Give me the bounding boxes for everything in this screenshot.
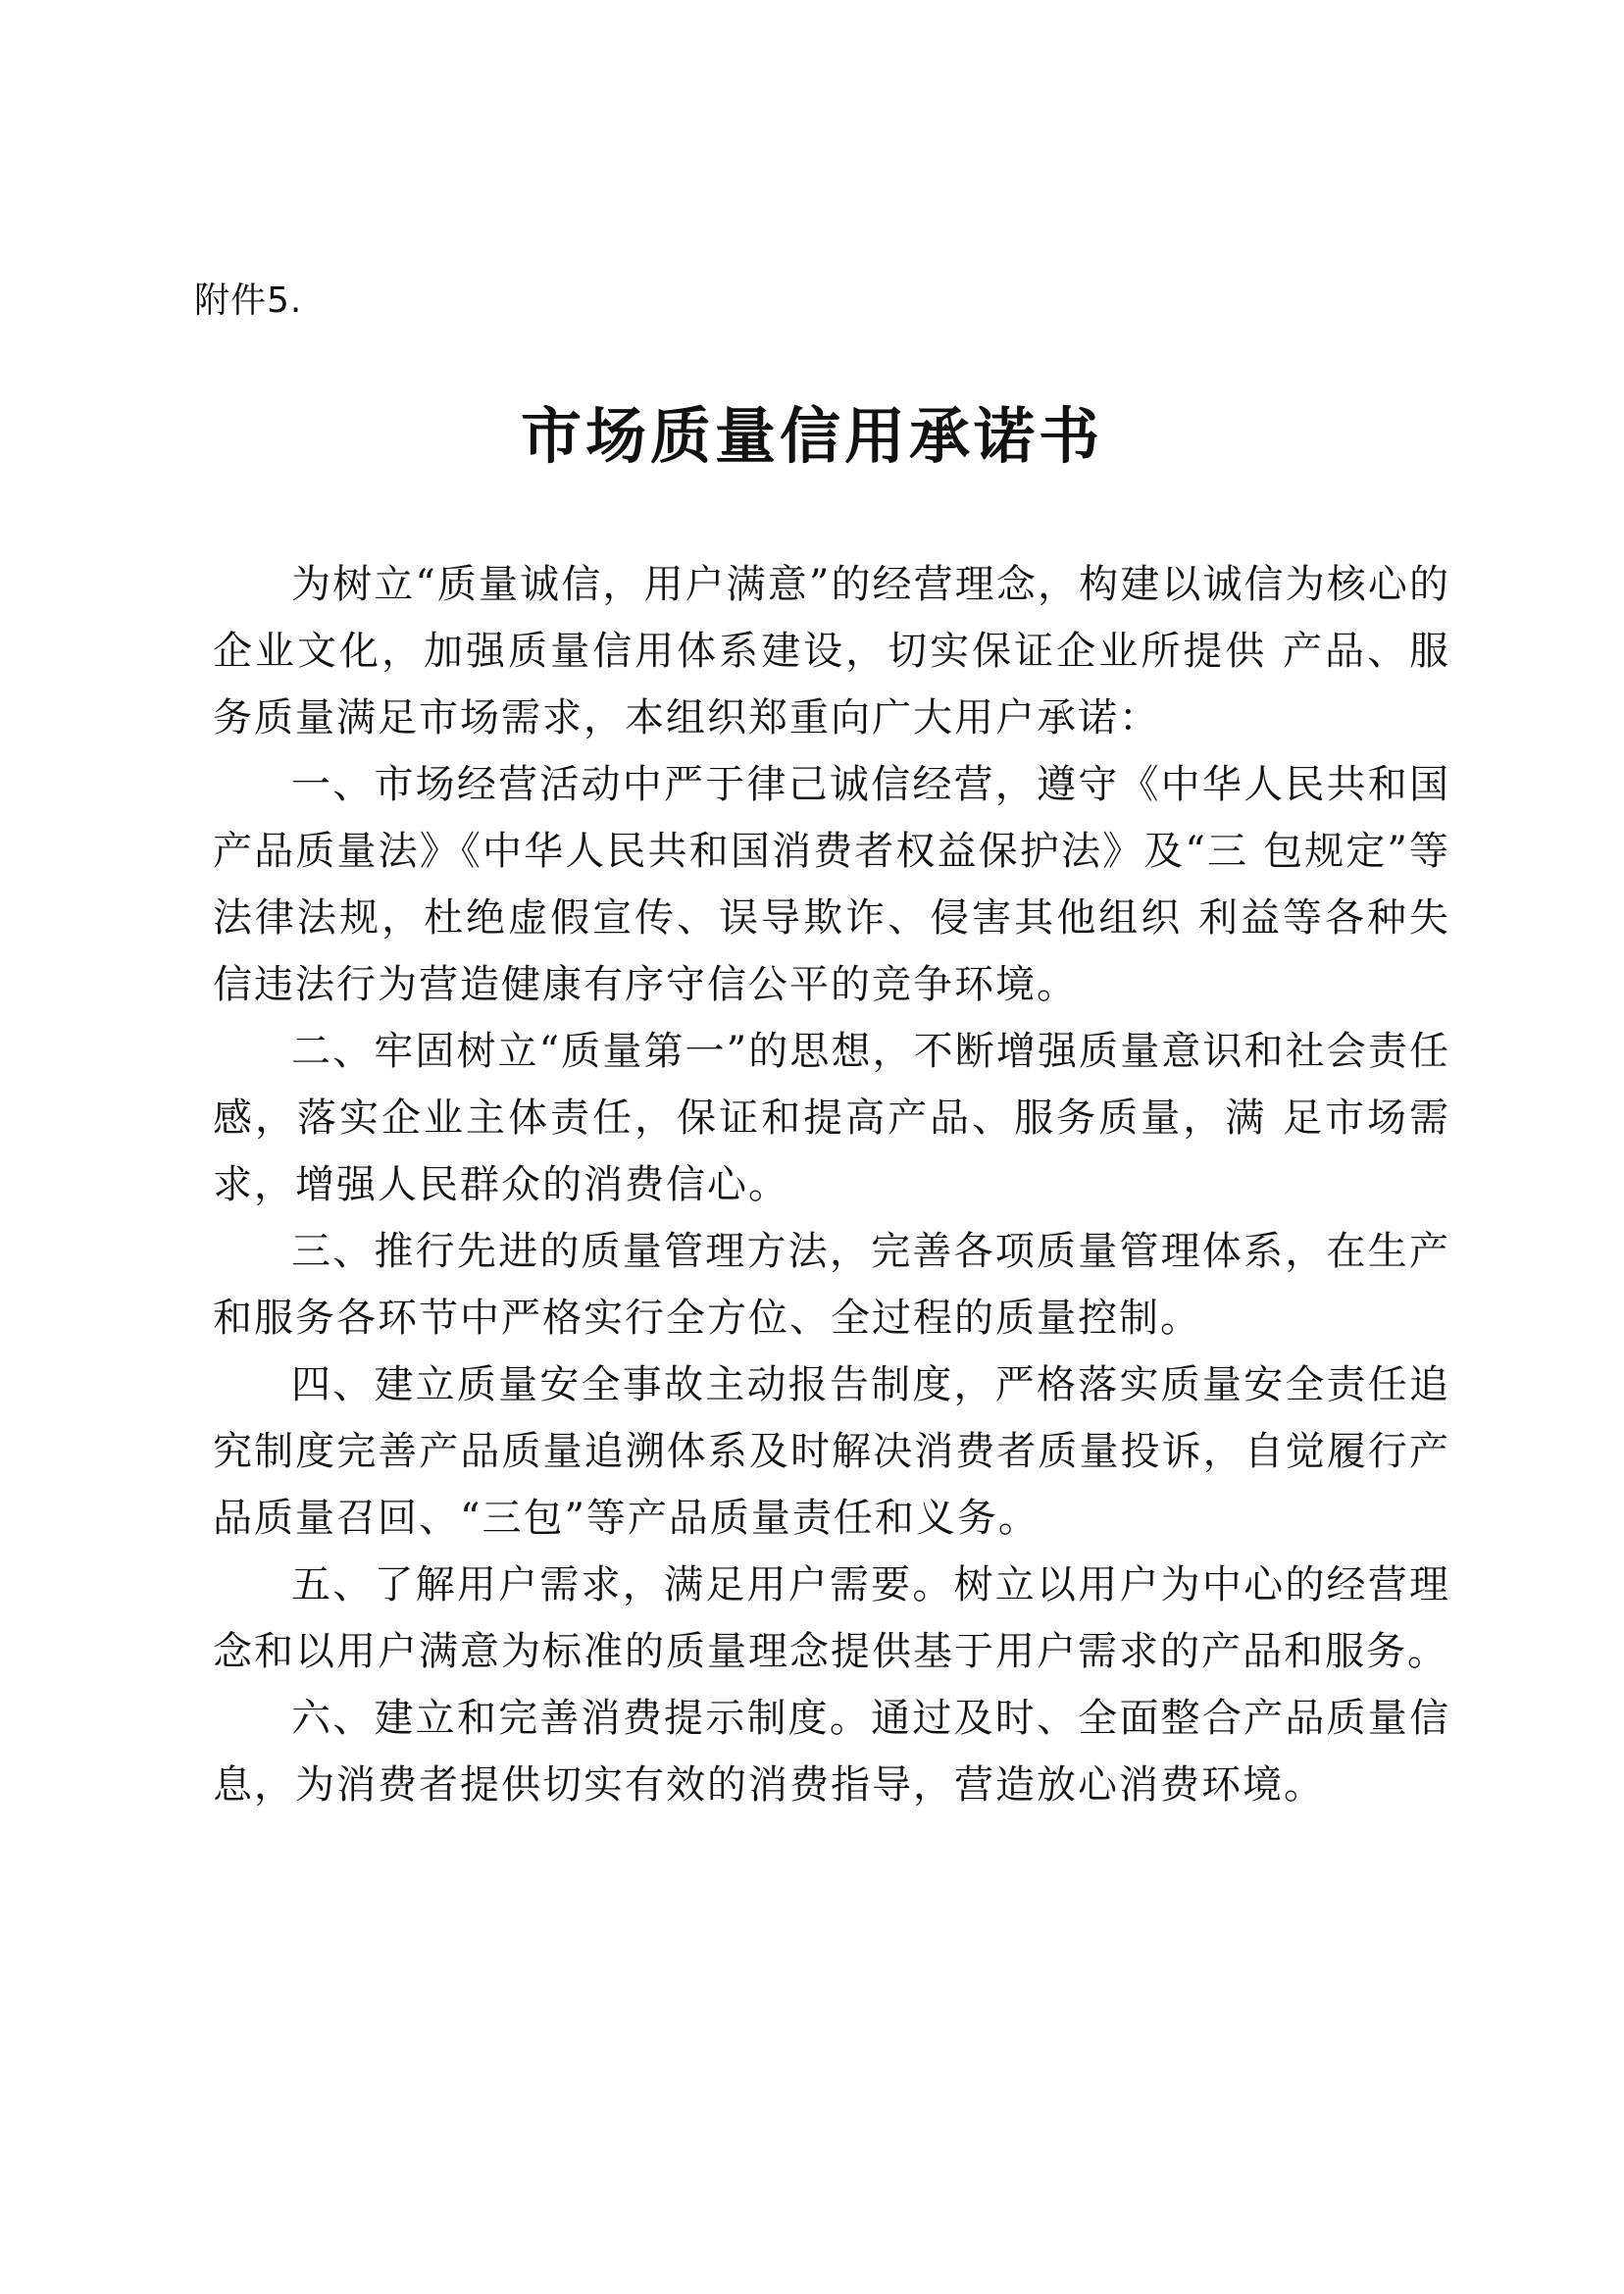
commitment-4-paragraph: 四、建立质量安全事故主动报告制度，严格落实质量安全责任追究制度完善产品质量追溯体系及时解决消费者质量投诉，自觉履行产品质量召回、“三包”等产品质量责任和义务。	[213, 1362, 1450, 1541]
commitment-1-paragraph: 一、市场经营活动中严于律己诚信经营，遵守《中华人民共和国产品质量法》《中华人民共和国消费者权益保护法》及“三 包规定”等法律法规，杜绝虚假宣传、误导欺诈、侵害其他组织 利益等各种失信违法行为营造健康有序守信公平的竞争环境。	[213, 762, 1450, 1007]
intro-paragraph: 为树立“质量诚信，用户满意”的经营理念，构建以诚信为核心的企业文化，加强质量信用体系建设，切实保证企业所提供 产品、服务质量满足市场需求，本组织郑重向广大用户承诺：	[213, 562, 1450, 740]
attachment-label: 附件5.	[194, 280, 303, 321]
document-title: 市场质量信用承诺书	[520, 400, 1103, 472]
commitment-5-paragraph: 五、了解用户需求，满足用户需要。树立以用户为中心的经营理念和以用户满意为标准的质量理念提供基于用户需求的产品和服务。	[213, 1562, 1450, 1674]
commitment-3-paragraph: 三、推行先进的质量管理方法，完善各项质量管理体系，在生产和服务各环节中严格实行全方位、全过程的质量控制。	[213, 1229, 1450, 1341]
commitment-6-paragraph: 六、建立和完善消费提示制度。通过及时、全面整合产品质量信息，为消费者提供切实有效的消费指导，营造放心消费环境。	[213, 1696, 1450, 1808]
document-body	[213, 551, 1450, 1818]
commitment-2-paragraph: 二、牢固树立“质量第一”的思想，不断增强质量意识和社会责任感，落实企业主体责任，保证和提高产品、服务质量，满 足市场需求，增强人民群众的消费信心。	[213, 1029, 1450, 1207]
